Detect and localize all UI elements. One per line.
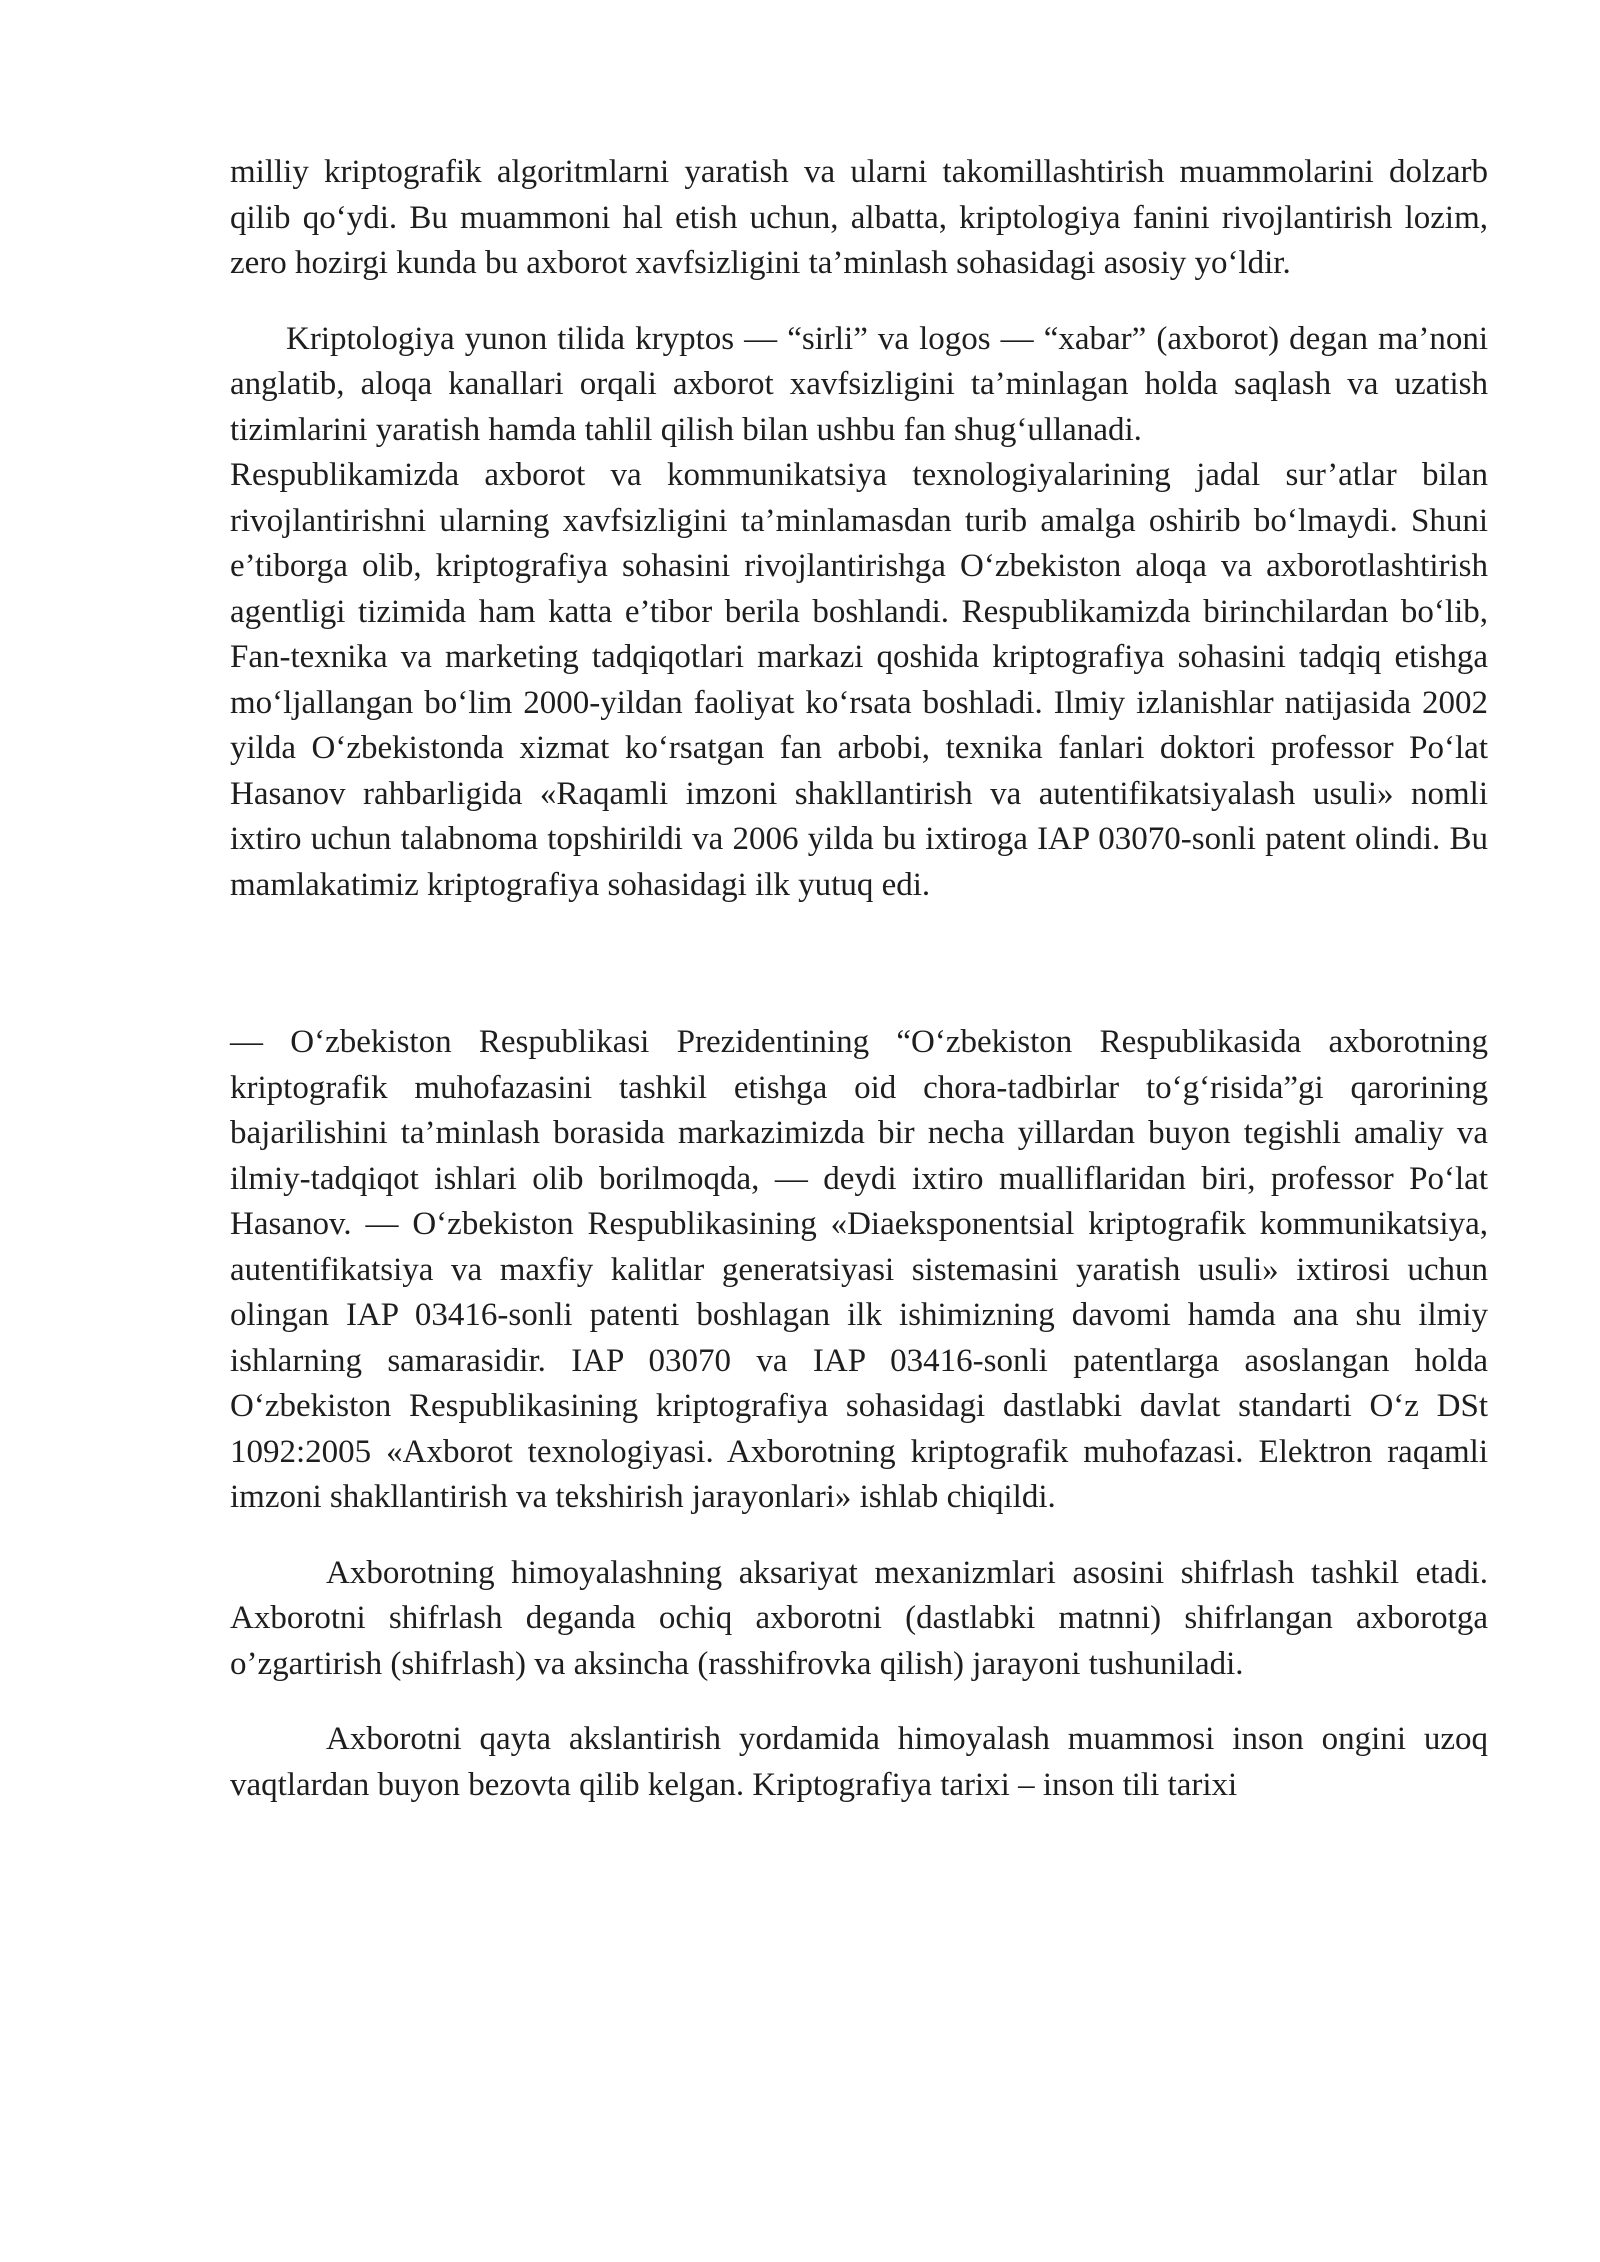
paragraph-3: Respublikamizda axborot va kommunikatsiya texnologiyalarining jadal sur’atlar bilan rivojlantirishni ularning xavfsizligini ta’minlamasdan turib amalga oshirib bo‘lmaydi. Shuni e’tiborga olib, kriptografiya sohasini rivojlantirishga O‘zbekiston aloqa va axborotlashtirish agentligi tizimida ham katta e’tibor berila boshlandi. Respublikamizda birinchilardan bo‘lib, Fan-texnika va marketing tadqiqotlari markazi qoshida kriptografiya sohasini tadqiq etishga mo‘ljallangan bo‘lim 2000-yildan faoliyat ko‘rsata boshladi. Ilmiy izlanishlar natijasida 2002 yilda O‘zbekistonda xizmat ko‘rsatgan fan arbobi, texnika fanlari doktori professor Po‘lat Hasanov rahbarligida «Raqamli imzoni shakllantirish va autentifikatsiyalash usuli» nomli ixtiro uchun talabnoma topshirildi va 2006 yilda bu ixtiroga IAP 03070-sonli patent olindi. Bu mamlakatimiz kriptografiya sohasidagi ilk yutuq edi. (230, 457, 1488, 903)
paragraph-4: — O‘zbekiston Respublikasi Prezidentining “O‘zbekiston Respublikasida axborotning kriptografik muhofazasini tashkil etishga oid chora-tadbirlar to‘g‘risida”gi qarorining bajarilishini ta’minlash borasida markazimizda bir necha yillardan buyon tegishli amaliy va ilmiy-tadqiqot ishlari olib borilmoqda, — deydi ixtiro mualliflaridan biri, professor Po‘lat Hasanov. — O‘zbekiston Respublikasining «Diaeksponentsial kriptografik kommunikatsiya, autentifikatsiya va maxfiy kalitlar generatsiyasi sistemasini yaratish usuli» ixtirosi uchun olingan IAP 03416-sonli patenti boshlagan ilk ishimizning davomi hamda ana shu ilmiy ishlarning samarasidir. IAP 03070 va IAP 03416-sonli patentlarga asoslangan holda O‘zbekiston Respublikasining kriptografiya sohasidagi dastlabki davlat standarti O‘z DSt 1092:2005 «Axborot texnologiyasi. Axborotning kriptografik muhofazasi. Elektron raqamli imzoni shakllantirish va tekshirish jarayonlari» ishlab chiqildi. (230, 1024, 1488, 1515)
document-page (230, 150, 1488, 1808)
paragraph-1: milliy kriptografik algoritmlarni yaratish va ularni takomillashtirish muammolarini dolzarb qilib qo‘ydi. Bu muammoni hal etish uchun, albatta, kriptologiya fanini rivojlantirish lozim, zero hozirgi kunda bu axborot xavfsizligini ta’minlash sohasidagi asosiy yo‘ldir. (230, 154, 1488, 281)
paragraph-2: Kriptologiya yunon tilida kryptos — “sirli” va logos — “xabar” (axborot) degan ma’noni anglatib, aloqa kanallari orqali axborot xavfsizligini ta’minlagan holda saqlash va uzatish tizimlarini yaratish hamda tahlil qilish bilan ushbu fan shug‘ullanadi. (230, 320, 1488, 448)
paragraph-5: Axborotning himoyalashning aksariyat mexanizmlari asosini shifrlash tashkil etadi. Axborotni shifrlash deganda ochiq axborotni (dastlabki matnni) shifrlangan axborotga o’zgartirish (shifrlash) va aksincha (rasshifrovka qilish) jarayoni tushuniladi. (230, 1554, 1488, 1682)
paragraph-6: Axborotni qayta akslantirish yordamida himoyalash muammosi inson ongini uzoq vaqtlardan buyon bezovta qilib kelgan. Kriptografiya tarixi – inson tili tarixi (230, 1721, 1488, 1803)
